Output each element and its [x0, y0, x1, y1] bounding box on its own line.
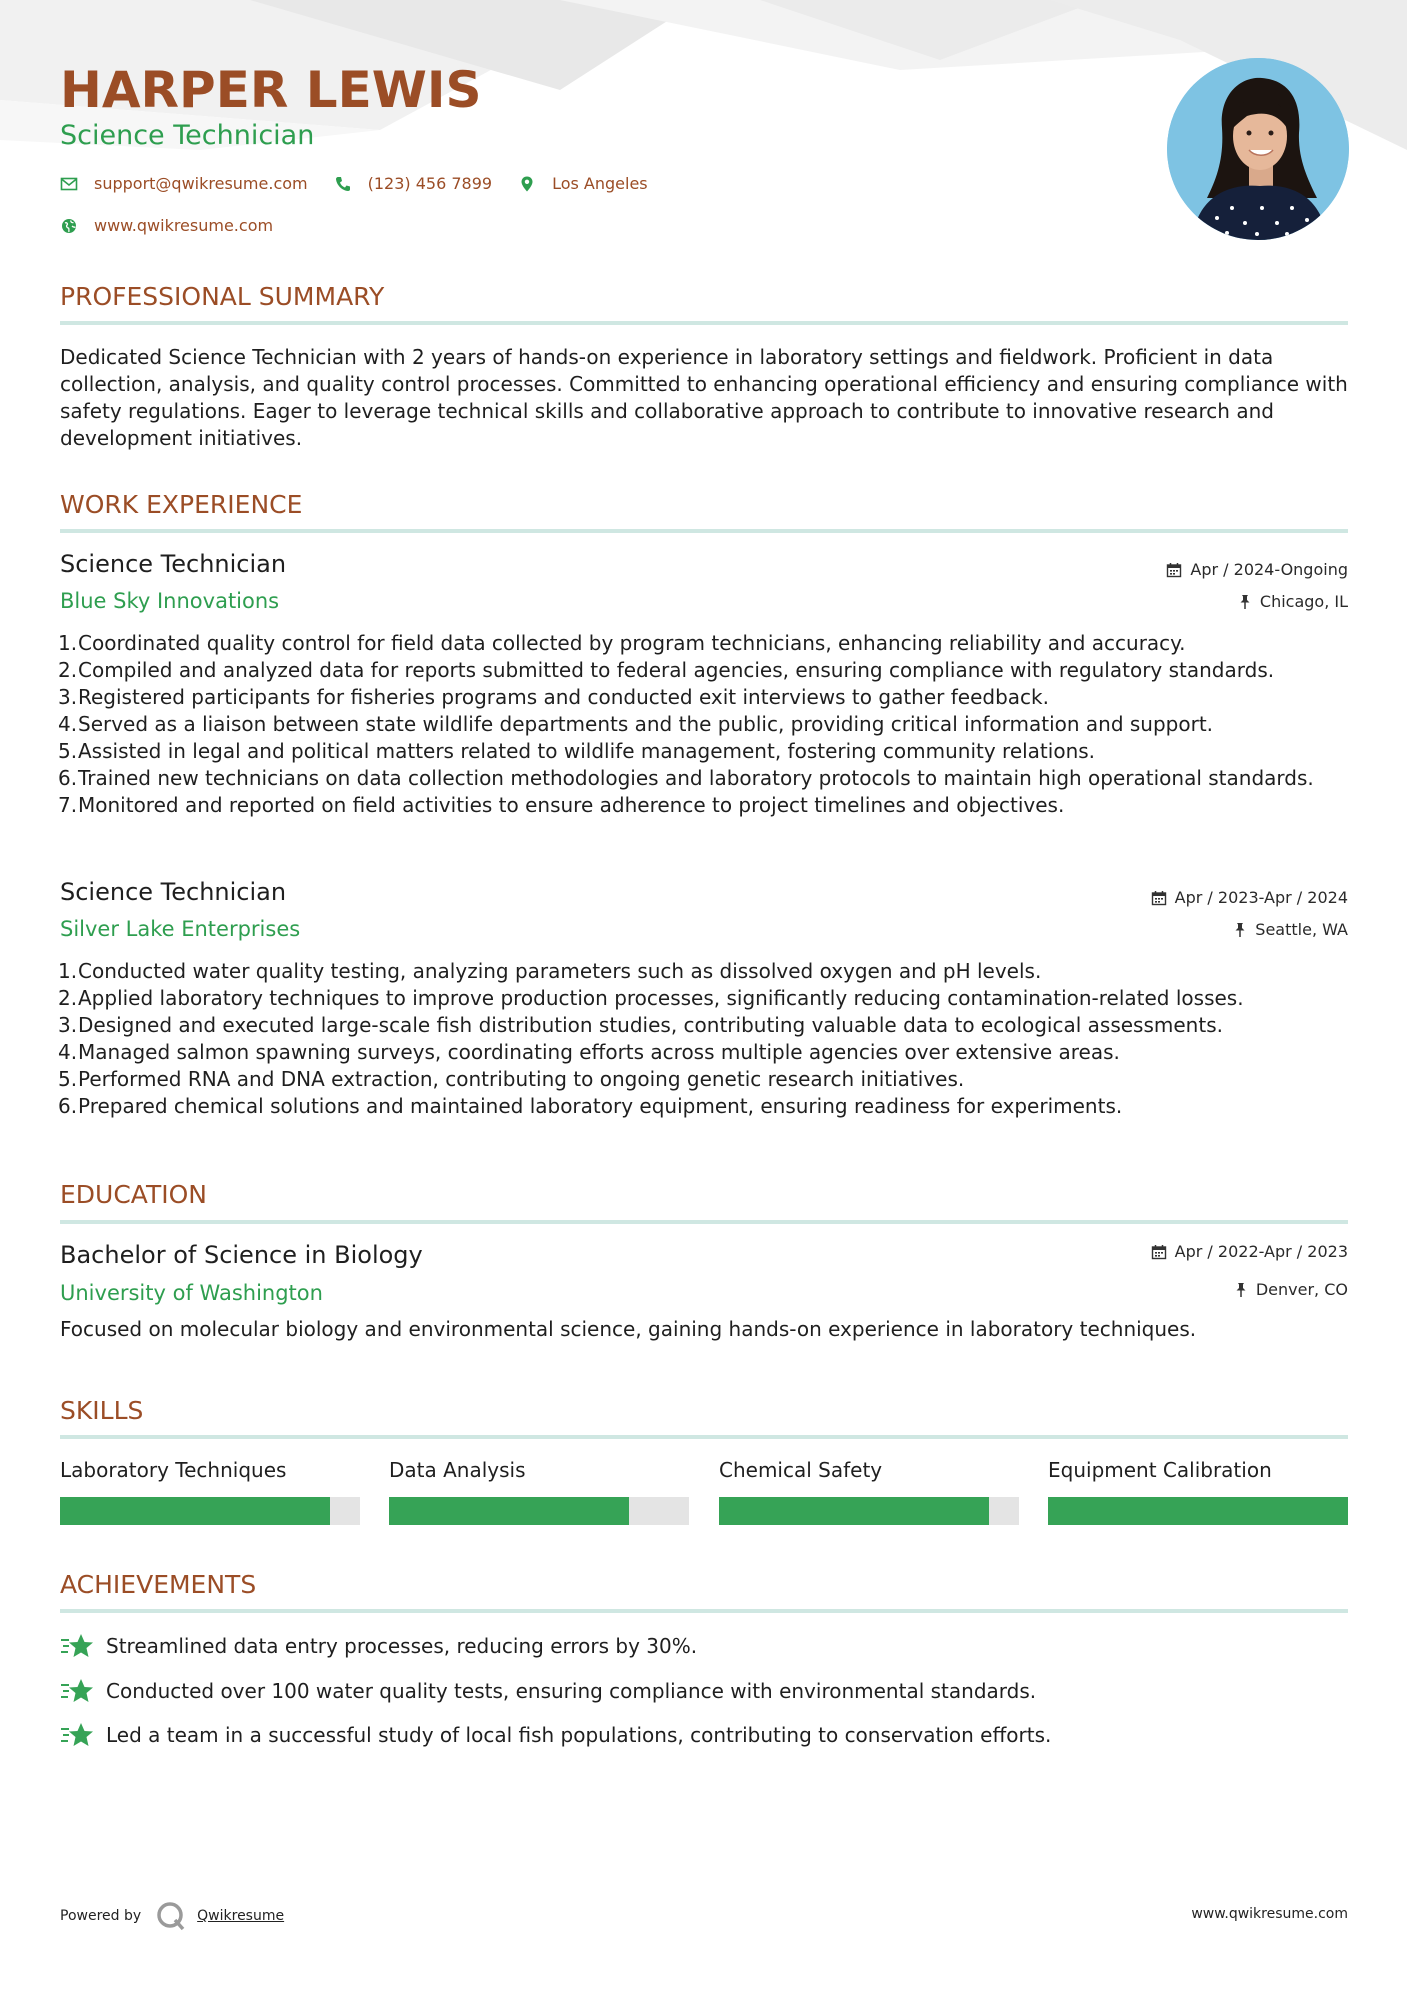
location-text: Los Angeles	[552, 174, 648, 193]
star-icon	[60, 1677, 94, 1705]
pin-icon	[1233, 922, 1247, 938]
job-title: Science Technician	[60, 878, 287, 906]
degree-title: Bachelor of Science in Biology	[60, 1241, 423, 1269]
education-dates	[1151, 1241, 1348, 1263]
section-title-experience: WORK EXPERIENCE	[60, 490, 303, 519]
list-item: 6. Prepared chemical solutions and maintained laboratory equipment, ensuring readiness for experiments.	[58, 1094, 1123, 1118]
website-text: www.qwikresume.com	[94, 216, 274, 235]
section-divider	[60, 1435, 1348, 1439]
job-location-text: Chicago, IL	[1259, 592, 1348, 611]
list-item: 5. Assisted in legal and political matters related to wildlife management, fostering community relations.	[58, 739, 1096, 763]
calendar-icon	[1151, 1244, 1167, 1260]
skill-bar-track	[719, 1497, 1019, 1525]
calendar-icon	[1166, 562, 1182, 578]
achievement-item	[60, 1632, 697, 1660]
list-item: 4. Managed salmon spawning surveys, coordinating efforts across multiple agencies over extensive areas.	[58, 1040, 1120, 1064]
job-location	[1238, 591, 1348, 613]
skill-bar-fill	[60, 1497, 330, 1525]
email-item[interactable]	[60, 174, 308, 193]
education-location	[1234, 1279, 1348, 1301]
list-item: 4. Served as a liaison between state wildlife departments and the public, providing critical information and support.	[58, 712, 1214, 736]
qwikresume-link[interactable]: Qwikresume	[197, 1908, 285, 1924]
skill-item	[719, 1457, 1019, 1483]
candidate-role: Science Technician	[60, 120, 315, 151]
job-dates	[1166, 559, 1348, 581]
calendar-icon	[1151, 890, 1167, 906]
section-divider	[60, 1220, 1348, 1224]
summary-text: Dedicated Science Technician with 2 years of hands-on experience in laboratory settings and fieldwork. Proficient in data collection, analysis, and quality control processes. Committed to enhancing operational efficiency and ensuring compliance with safety regulations. Eager to leverage technical skills and collaborative approach to contribute to innovative research and development initiatives.	[60, 345, 1348, 450]
list-item: 1. Conducted water quality testing, analyzing parameters such as dissolved oxygen and pH levels.	[58, 959, 1042, 983]
phone-icon	[334, 175, 352, 193]
job-location	[1233, 919, 1348, 941]
list-item: 3. Designed and executed large-scale fish distribution studies, contributing valuable data to ecological assessments.	[58, 1013, 1223, 1037]
achievement-item	[60, 1721, 1051, 1749]
section-title-skills: SKILLS	[60, 1396, 144, 1425]
star-icon	[60, 1632, 94, 1660]
section-title-summary: PROFESSIONAL SUMMARY	[60, 282, 385, 311]
skill-name: Chemical Safety	[719, 1458, 883, 1482]
section-divider	[60, 321, 1348, 325]
footer-powered-by	[60, 1900, 284, 1932]
website-item[interactable]	[60, 216, 273, 235]
pin-icon	[1238, 594, 1252, 610]
achievement-text: Conducted over 100 water quality tests, ensuring compliance with environmental standards.	[106, 1679, 1037, 1703]
section-divider	[60, 529, 1348, 533]
job-title: Science Technician	[60, 550, 287, 578]
job-dates	[1151, 887, 1348, 909]
achievement-text: Led a team in a successful study of local fish populations, contributing to conservation efforts.	[106, 1723, 1052, 1747]
skill-item	[60, 1457, 360, 1483]
powered-by-label: Powered by	[60, 1908, 142, 1924]
list-item: 2. Compiled and analyzed data for reports submitted to federal agencies, ensuring compliance with regulatory standards.	[58, 658, 1275, 682]
phone-item[interactable]	[334, 174, 492, 193]
candidate-name: HARPER LEWIS	[60, 61, 482, 119]
profile-photo	[1167, 58, 1349, 240]
skill-bar-fill	[1048, 1497, 1348, 1525]
globe-icon	[60, 217, 78, 235]
envelope-icon	[60, 175, 78, 193]
skill-name: Equipment Calibration	[1048, 1458, 1272, 1482]
contact-row-2	[60, 216, 299, 235]
section-divider	[60, 1609, 1348, 1613]
skill-bar-fill	[719, 1497, 989, 1525]
profile-photo-image	[1167, 58, 1349, 240]
skill-item	[1048, 1457, 1348, 1483]
section-title-achievements: ACHIEVEMENTS	[60, 1570, 257, 1599]
education-description: Focused on molecular biology and environmental science, gaining hands-on experience in laboratory techniques.	[60, 1317, 1197, 1341]
job-bullets	[60, 630, 1348, 819]
skill-name: Data Analysis	[389, 1458, 526, 1482]
email-text: support@qwikresume.com	[94, 174, 308, 193]
achievement-item	[60, 1677, 1036, 1705]
map-marker-icon	[518, 175, 536, 193]
footer-website[interactable]: www.qwikresume.com	[1191, 1906, 1348, 1922]
job-company: Blue Sky Innovations	[60, 589, 280, 613]
skill-bar-track	[1048, 1497, 1348, 1525]
school-name: University of Washington	[60, 1281, 323, 1305]
list-item: 3. Registered participants for fisheries programs and conducted exit interviews to gather feedback.	[58, 685, 1049, 709]
job-dates-text: Apr / 2023-Apr / 2024	[1174, 888, 1348, 907]
job-bullets	[60, 958, 1348, 1120]
job-location-text: Seattle, WA	[1255, 920, 1348, 939]
education-dates-text: Apr / 2022-Apr / 2023	[1174, 1242, 1348, 1261]
skill-bar-fill	[389, 1497, 629, 1525]
list-item: 1. Coordinated quality control for field data collected by program technicians, enhancing reliability and accuracy.	[58, 631, 1186, 655]
qwikresume-logo-icon	[155, 1900, 187, 1932]
star-icon	[60, 1721, 94, 1749]
skill-name: Laboratory Techniques	[60, 1458, 287, 1482]
phone-text: (123) 456 7899	[367, 174, 493, 193]
contact-row-1	[60, 174, 674, 193]
location-item	[518, 174, 648, 193]
list-item: 6. Trained new technicians on data collection methodologies and laboratory protocols to maintain high operational standards.	[58, 766, 1314, 790]
list-item: 5. Performed RNA and DNA extraction, contributing to ongoing genetic research initiatives.	[58, 1067, 965, 1091]
education-location-text: Denver, CO	[1255, 1280, 1348, 1299]
job-dates-text: Apr / 2024-Ongoing	[1190, 560, 1348, 579]
skill-bar-track	[389, 1497, 689, 1525]
job-company: Silver Lake Enterprises	[60, 917, 301, 941]
skill-item	[389, 1457, 689, 1483]
list-item: 7. Monitored and reported on field activities to ensure adherence to project timelines and objectives.	[58, 793, 1065, 817]
achievement-text: Streamlined data entry processes, reducing errors by 30%.	[106, 1634, 698, 1658]
list-item: 2. Applied laboratory techniques to improve production processes, significantly reducing contamination-related losses.	[58, 986, 1244, 1010]
skill-bar-track	[60, 1497, 360, 1525]
pin-icon	[1234, 1282, 1248, 1298]
section-title-education: EDUCATION	[60, 1180, 207, 1209]
